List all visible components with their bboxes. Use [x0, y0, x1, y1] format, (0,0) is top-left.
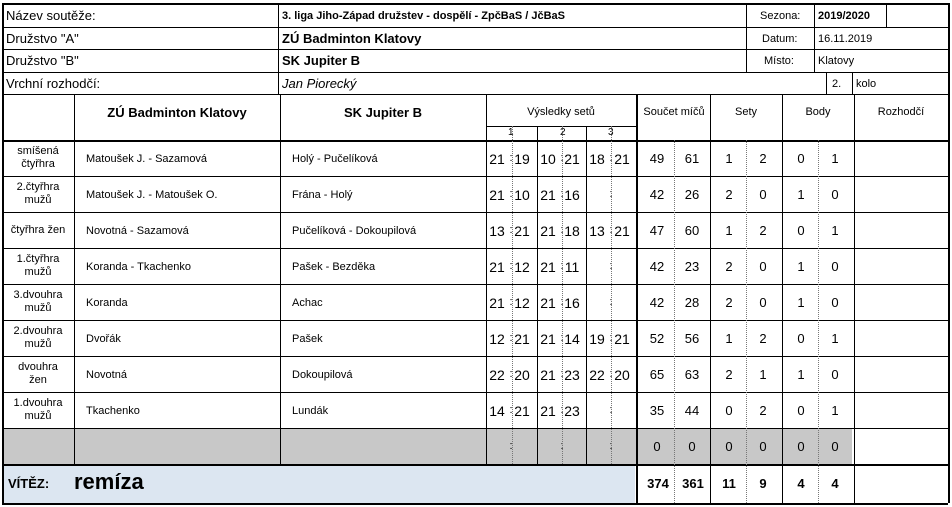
set-score-colon: : [509, 404, 513, 416]
sum-b: 44 [684, 403, 700, 418]
grid-line [2, 49, 948, 50]
sum-b: 56 [684, 331, 700, 346]
set-score-colon: : [609, 188, 613, 200]
sum-a: 52 [649, 331, 665, 346]
date-value: 16.11.2019 [818, 33, 873, 45]
sum-b: 60 [684, 223, 700, 238]
sum-a: 47 [649, 223, 665, 238]
match-type-line1: dvouhra [18, 361, 58, 373]
grid-line [636, 94, 638, 503]
place-label: Místo: [764, 55, 794, 67]
round-value: 2. [832, 78, 842, 90]
pts-a: 1 [797, 187, 805, 202]
match-type-line2: mužů [24, 338, 52, 350]
team-a-value: ZÚ Badminton Klatovy [282, 31, 422, 46]
set-score-colon: : [609, 332, 613, 344]
match-type: čtyřhra žen [10, 224, 66, 236]
set-score-colon: : [609, 152, 613, 164]
grid-line [852, 72, 853, 94]
set-3-score-a: 22 [589, 367, 605, 383]
set-score-colon: : [560, 296, 564, 308]
player-a: Matoušek J. - Matoušek O. [86, 189, 218, 201]
round-label: kolo [856, 78, 877, 90]
set-3-score-a: 19 [589, 331, 605, 347]
sets-b: 0 [759, 295, 767, 310]
team-b-label: Družstvo "B" [6, 53, 79, 68]
player-a: Novotná - Sazamová [86, 225, 189, 237]
set-2-score-b: 16 [564, 187, 580, 203]
pts-a: 0 [797, 223, 805, 238]
sets-a: 1 [725, 151, 733, 166]
match-report-sheet [2, 3, 948, 504]
grid-line [2, 503, 948, 505]
sets-a: 2 [725, 187, 733, 202]
winner-label: VÍTĚZ: [8, 476, 50, 491]
set-1-score-b: 21 [514, 223, 530, 239]
grid-line [74, 94, 75, 464]
pts-b: 1 [831, 151, 839, 166]
set-2-score-b: 16 [564, 295, 580, 311]
set-score-colon: : [609, 368, 613, 380]
place-value: Klatovy [818, 55, 855, 67]
match-type-line2: mužů [24, 410, 52, 422]
grid-line [486, 126, 636, 127]
player-b: Pašek [292, 333, 323, 345]
set-1-score-a: 21 [489, 295, 505, 311]
grid-line [814, 3, 815, 72]
set-score-colon: : [509, 260, 513, 272]
sum-a: 65 [649, 367, 665, 382]
sets-a: 1 [725, 331, 733, 346]
set-score-colon: : [560, 440, 564, 452]
col-sets-results: Výsledky setů [527, 106, 595, 118]
sets-a: 1 [725, 223, 733, 238]
match-type-line2: čtyřhra [21, 158, 55, 170]
set-score-colon: : [609, 440, 613, 452]
match-type-line2: mužů [24, 302, 52, 314]
date-label: Datum: [762, 33, 798, 45]
grid-line [2, 428, 948, 429]
referee-label: Vrchní rozhodčí: [6, 76, 101, 91]
set-2-score-a: 21 [540, 403, 556, 419]
set-score-colon: : [509, 440, 513, 452]
player-b: Holý - Pučelíková [292, 153, 378, 165]
sum-b: 61 [684, 151, 700, 166]
set-2-score-a: 21 [540, 187, 556, 203]
player-b: Pašek - Bezděka [292, 261, 376, 273]
player-b: Pučelíková - Dokoupilová [292, 225, 417, 237]
sum-a: 49 [649, 151, 665, 166]
player-a: Dvořák [86, 333, 121, 345]
set-1-score-a: 14 [489, 403, 505, 419]
set-score-colon: : [560, 332, 564, 344]
set-2-score-b: 23 [564, 403, 580, 419]
col-referee: Rozhodčí [877, 106, 925, 118]
player-b: Dokoupilová [292, 369, 353, 381]
match-type-line1: smíšená [17, 145, 59, 157]
sets-b: 2 [759, 151, 767, 166]
grid-line [611, 126, 612, 464]
set-score-colon: : [609, 404, 613, 416]
total-sets-a: 11 [722, 476, 736, 491]
grid-line [710, 94, 711, 503]
match-type-line1: 1.čtyřhra [16, 253, 60, 265]
col-team-a: ZÚ Badminton Klatovy [107, 105, 247, 120]
set-score-colon: : [560, 152, 564, 164]
pts-b: 0 [831, 295, 839, 310]
sum-b: 26 [684, 187, 700, 202]
grid-line [2, 284, 948, 285]
set-3-score-b: 21 [614, 223, 630, 239]
referee-value: Jan Piorecký [282, 76, 357, 91]
set-score-colon: : [509, 224, 513, 236]
set-score-colon: : [560, 404, 564, 416]
grid-line [782, 94, 783, 503]
match-type-line2: žen [29, 374, 47, 386]
grid-line [486, 94, 487, 464]
season-value: 2019/2020 [818, 10, 870, 22]
pts-a: 1 [797, 259, 805, 274]
sets-b: 2 [759, 331, 767, 346]
sets-b: 2 [759, 403, 767, 418]
pts-a: 0 [797, 439, 805, 454]
grid-line [2, 464, 948, 466]
competition-label: Název soutěže: [6, 8, 96, 23]
set-2-score-a: 21 [540, 367, 556, 383]
pts-b: 1 [831, 223, 839, 238]
match-type-line1: 1.dvouhra [13, 397, 63, 409]
set-1-score-b: 12 [514, 295, 530, 311]
grid-line [2, 212, 948, 213]
pts-b: 0 [831, 367, 839, 382]
set-score-colon: : [509, 296, 513, 308]
grid-line [2, 320, 948, 321]
grid-line [2, 3, 4, 503]
sets-b: 1 [759, 367, 767, 382]
set-3-score-b: 21 [614, 151, 630, 167]
set-score-colon: : [560, 368, 564, 380]
grid-line [854, 94, 855, 503]
pts-a: 1 [797, 367, 805, 382]
team-a-label: Družstvo "A" [6, 31, 79, 46]
sum-b: 0 [688, 439, 696, 454]
player-a: Matoušek J. - Sazamová [86, 153, 208, 165]
sets-a: 0 [725, 403, 733, 418]
grid-line [512, 126, 513, 464]
sets-a: 2 [725, 259, 733, 274]
match-type-line2: mužů [24, 194, 52, 206]
set-score-colon: : [509, 368, 513, 380]
set-2-score-a: 21 [540, 331, 556, 347]
col-points: Body [805, 106, 831, 118]
pts-a: 1 [797, 295, 805, 310]
col-points-sum: Součet míčů [643, 106, 705, 118]
pts-b: 0 [831, 439, 839, 454]
set-3-score-a: 18 [589, 151, 605, 167]
total-pts-a: 4 [797, 476, 805, 491]
grid-line [2, 72, 948, 73]
set-score-colon: : [560, 260, 564, 272]
set-2-score-b: 11 [564, 259, 580, 275]
set-2-score-b: 23 [564, 367, 580, 383]
set-2-score-a: 21 [540, 295, 556, 311]
pts-b: 1 [831, 331, 839, 346]
sum-a: 42 [649, 295, 665, 310]
set-2-score-a: 10 [540, 151, 556, 167]
set-score-colon: : [609, 224, 613, 236]
total-sets-b: 9 [759, 476, 767, 491]
grid-line [2, 140, 948, 142]
total-sum-b: 361 [682, 476, 704, 491]
player-a: Koranda [86, 297, 128, 309]
set-3-score-b: 20 [614, 367, 630, 383]
sum-a: 42 [649, 259, 665, 274]
grid-line [562, 126, 563, 464]
set-1-score-b: 10 [514, 187, 530, 203]
pts-b: 1 [831, 403, 839, 418]
player-a: Tkachenko [86, 405, 140, 417]
grid-line [886, 3, 887, 27]
grid-line [948, 3, 950, 503]
sets-b: 0 [759, 259, 767, 274]
set-3-score-b: 21 [614, 331, 630, 347]
winner-value: remíza [74, 469, 144, 494]
set-1-score-a: 13 [489, 223, 505, 239]
grid-line [826, 72, 827, 94]
set-2-score-b: 18 [564, 223, 580, 239]
sets-a: 2 [725, 295, 733, 310]
grid-line [2, 248, 948, 249]
pts-b: 0 [831, 187, 839, 202]
sets-b: 0 [759, 187, 767, 202]
sets-a: 0 [725, 439, 733, 454]
set-number-3: 3 [608, 127, 614, 138]
grid-line [2, 27, 948, 28]
sets-b: 2 [759, 223, 767, 238]
match-type-line2: mužů [24, 266, 52, 278]
sum-a: 42 [649, 187, 665, 202]
grid-line [746, 140, 747, 503]
grid-line [2, 94, 948, 95]
set-number-2: 2 [560, 127, 566, 138]
player-a: Novotná [86, 369, 127, 381]
grid-line [537, 126, 538, 464]
player-b: Frána - Holý [292, 189, 353, 201]
set-2-score-a: 21 [540, 259, 556, 275]
grid-line [2, 356, 948, 357]
grid-line [2, 392, 948, 393]
grid-line [746, 3, 747, 72]
set-1-score-a: 12 [489, 331, 505, 347]
set-score-colon: : [609, 260, 613, 272]
set-score-colon: : [560, 188, 564, 200]
match-type-line1: 2.dvouhra [13, 325, 63, 337]
set-1-score-b: 12 [514, 259, 530, 275]
set-2-score-b: 21 [564, 151, 580, 167]
set-number-1: 1 [508, 127, 514, 138]
set-score-colon: : [609, 296, 613, 308]
set-2-score-b: 14 [564, 331, 580, 347]
set-1-score-b: 19 [514, 151, 530, 167]
sum-a: 35 [649, 403, 665, 418]
player-b: Achac [292, 297, 323, 309]
pts-b: 0 [831, 259, 839, 274]
set-score-colon: : [509, 332, 513, 344]
set-3-score-a: 13 [589, 223, 605, 239]
set-1-score-a: 21 [489, 259, 505, 275]
match-type-line1: 2.čtyřhra [16, 181, 60, 193]
set-1-score-a: 22 [489, 367, 505, 383]
sum-a: 0 [653, 439, 661, 454]
set-1-score-b: 21 [514, 331, 530, 347]
competition-value: 3. liga Jiho-Západ družstev - dospělí - ZpčBaS / JčBaS [282, 10, 566, 22]
set-1-score-a: 21 [489, 187, 505, 203]
grid-line [818, 140, 819, 503]
pts-a: 0 [797, 331, 805, 346]
sets-a: 2 [725, 367, 733, 382]
set-1-score-b: 20 [514, 367, 530, 383]
grid-line [674, 140, 675, 503]
grid-line [586, 126, 587, 464]
pts-a: 0 [797, 151, 805, 166]
sum-b: 23 [684, 259, 700, 274]
total-sum-a: 374 [647, 476, 669, 491]
set-score-colon: : [509, 152, 513, 164]
player-a: Koranda - Tkachenko [86, 261, 191, 273]
grid-line [278, 3, 279, 94]
pts-a: 0 [797, 403, 805, 418]
set-score-colon: : [560, 224, 564, 236]
total-pts-b: 4 [831, 476, 839, 491]
grid-line [2, 176, 948, 177]
grid-line [280, 94, 281, 464]
grid-line [2, 3, 948, 5]
col-sets: Sety [734, 106, 757, 118]
team-b-value: SK Jupiter B [282, 53, 361, 68]
set-score-colon: : [509, 188, 513, 200]
set-2-score-a: 21 [540, 223, 556, 239]
match-type-line1: 3.dvouhra [13, 289, 63, 301]
player-b: Lundák [292, 405, 329, 417]
set-1-score-a: 21 [489, 151, 505, 167]
sum-b: 28 [684, 295, 700, 310]
set-1-score-b: 21 [514, 403, 530, 419]
sets-b: 0 [759, 439, 767, 454]
season-label: Sezona: [760, 10, 801, 22]
sum-b: 63 [684, 367, 700, 382]
col-team-b: SK Jupiter B [343, 105, 422, 120]
